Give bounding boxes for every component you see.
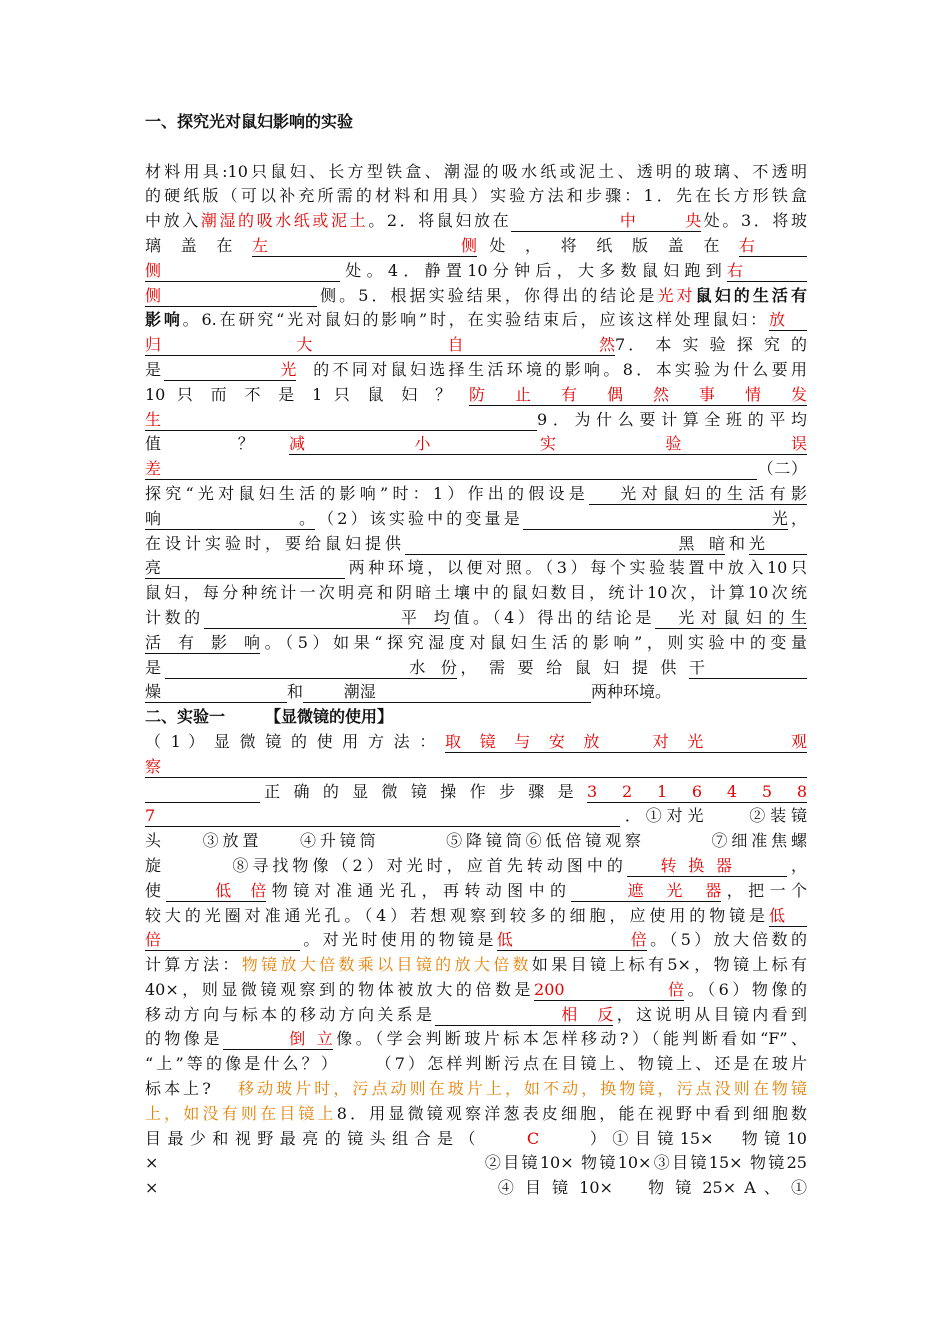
- text-line: 的物像是 倒立像。（学会判断玻片标本怎样移动?）（能判断看如“F”、: [145, 1029, 807, 1049]
- text-line: × ②目镜10× 物镜10×③目镜15× 物镜25: [145, 1153, 807, 1173]
- text-line: 材料用具:10只鼠妇、长方型铁盒、潮湿的吸水纸或泥土、透明的玻璃、不透明: [145, 161, 807, 181]
- text-line: 归大自然7． 本 实 验 探 究 的: [145, 335, 807, 355]
- text-line: 是 光 的不同对鼠妇选择生活环境的影响。8．本实验为什么要用: [145, 359, 807, 379]
- text-line: × ④ 目 镜 10× 物 镜 25× A 、 ①: [145, 1178, 807, 1198]
- text-line: 差 （二）: [145, 459, 807, 479]
- spacer: [145, 135, 807, 160]
- text-line: 鼠妇，每分种统计一次明亮和阴暗土壤中的鼠妇数目，统计10次，计算10次统: [145, 583, 807, 603]
- text-line: 移动方向与标本的移动方向关系是 相反，这说明从目镜内看到: [145, 1004, 807, 1024]
- text-line: 燥 和 潮湿 两种环境。: [145, 682, 672, 702]
- section-1-title: 一、探究光对鼠妇影响的实验: [145, 112, 354, 131]
- text-line: 是 水份， 需 要 给 鼠 妇 提 供 干: [145, 656, 807, 681]
- text-line: 7 ．①对光 ②装镜: [145, 806, 807, 826]
- text-line: 计算方法：物镜放大倍数乘以目镜的放大倍数如果目镜上标有5×，物镜上标有: [145, 955, 807, 975]
- text-line: 影响。6.在研究“光对鼠妇的影响”时，在实验结束后，应该这样处理鼠妇：放: [145, 308, 807, 333]
- section-2-title: 二、实验一 【显微镜的使用】: [145, 707, 394, 727]
- text-line: 璃 盖 在 左 侧 处 ， 将 纸 版 盖 在 右: [145, 234, 807, 259]
- text-line: “上”等的像是什么？） （7）怎样判断污点在目镜上、物镜上、还是在玻片: [145, 1054, 807, 1074]
- text-line: 侧 侧。5．根据实验结果，你得出的结论是光对鼠妇的生活有: [145, 285, 807, 305]
- text-line: 在设计实验时，要给鼠妇提供 黑暗和光: [145, 532, 807, 557]
- text-line: 亮 两种环境，以便对照。（3）每个实验装置中放入10只: [145, 558, 807, 578]
- text-line: 的硬纸版（可以补充所需的材料和用具）实验方法和步骤：1．先在长方形铁盒: [145, 186, 807, 206]
- text-line: 标本上? 移动玻片时，污点动则在玻片上，如不动，换物镜，污点没则在物镜: [145, 1079, 807, 1099]
- text-line: 中放入潮湿的吸水纸或泥土。2．将鼠妇放在 中央处。3．将玻: [145, 211, 807, 231]
- text-line: 目 最 少 和 视 野 最 亮 的 镜 头 组 合 是 （ C ） ① 目 镜 15× 物 镜 10: [145, 1128, 807, 1148]
- text-line: 使 低倍物镜对准通光孔，再转动图中的 遮光器，把一个: [145, 880, 807, 900]
- document-page: [145, 110, 807, 1201]
- text-line: 值 ？ 减 小 实 验 误: [145, 434, 807, 454]
- text-line: （ 1 ） 显 微 镜 的 使 用 方 法 ： 取 镜 与 安 放 对 光 观: [145, 731, 807, 751]
- text-line: 活有影响。（5）如果“探究湿度对鼠妇生活的影响”，则实验中的变量: [145, 632, 807, 652]
- text-line: 倍 。对光时使用的物镜是低倍。（5）放大倍数的: [145, 930, 807, 950]
- text-line: 侧 处。4．静置10分钟后，大多数鼠妇跑到右: [145, 259, 807, 284]
- text-line: 旋 ⑧寻找物像（2）对光时，应首先转动图中的 转换器 ，: [145, 855, 807, 875]
- text-line: 10 只 而 不 是 1 只 鼠 妇 ？ 防 止 有 偶 然 事 情 发: [145, 384, 807, 404]
- text-line: 探究“光对鼠妇生活的影响”时：1）作出的假设是 光对鼠妇的生活有影: [145, 483, 807, 503]
- text-line: 生 9．为什么要计算全班的平均: [145, 409, 807, 429]
- text-line: 正 确 的 显 微 镜 操 作 步 骤 是 3 2 1 6 4 5 8: [145, 780, 807, 805]
- text-line: 响。（2）该实验中的变量是 光，: [145, 508, 807, 528]
- text-line: 上，如没有则在目镜上8．用显微镜观察洋葱表皮细胞，能在视野中看到细胞数: [145, 1103, 807, 1123]
- text-line: 较大的光圈对准通光孔。（4）若想观察到较多的细胞，应使用的物镜是低: [145, 904, 807, 929]
- text-line: 察: [145, 755, 807, 780]
- text-line: 计数的 平均值。（4）得出的结论是 光对鼠妇的生: [145, 607, 807, 627]
- text-line: 头 ③放置 ④升镜筒 ⑤降镜筒⑥低倍镜观察 ⑦细准焦螺: [145, 831, 807, 851]
- text-line: 40×，则显微镜观察到的物体被放大的倍数是200 倍。（6）物像的: [145, 979, 807, 999]
